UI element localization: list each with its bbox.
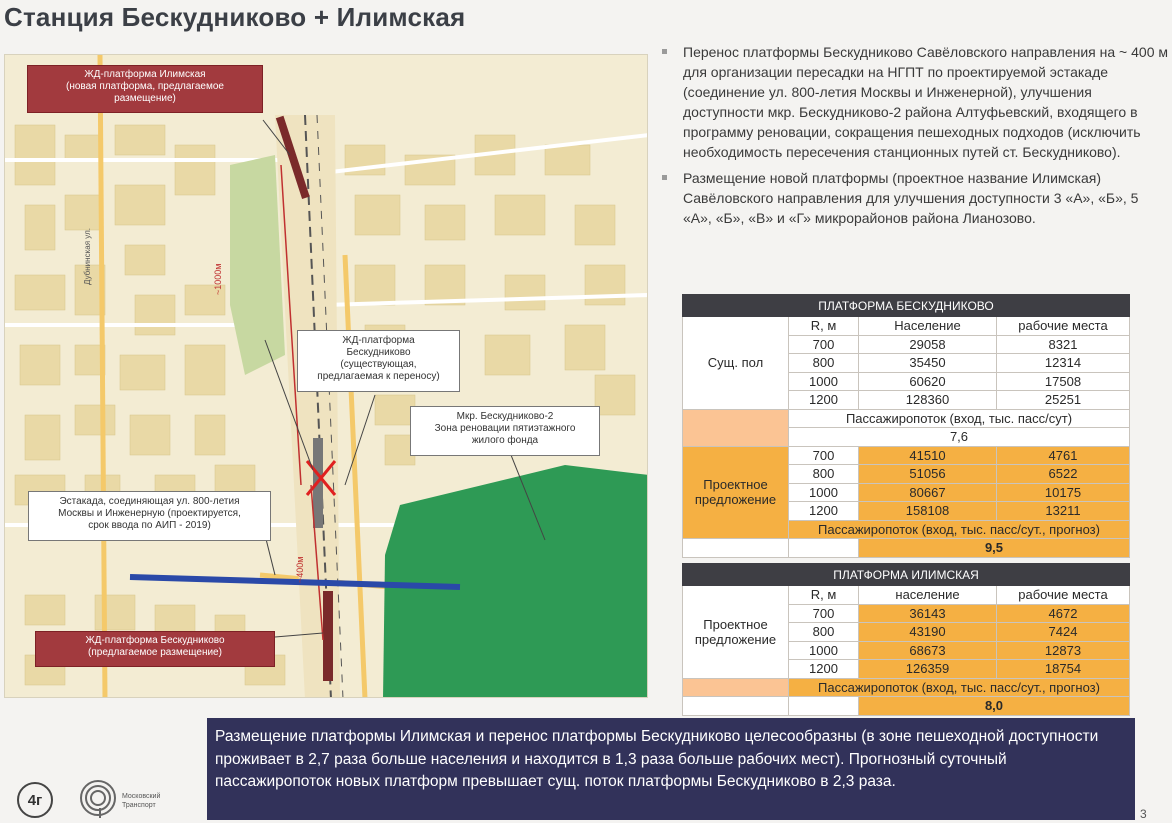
- street-label: Дубнинская ул.: [83, 228, 92, 285]
- page-number: 3: [1140, 807, 1147, 821]
- table-header: ПЛАТФОРМА ИЛИМСКАЯ: [683, 564, 1130, 586]
- row-label-proposal: Проектное предложение: [683, 586, 789, 679]
- cell-population: 128360: [859, 391, 997, 410]
- cell-population: 126359: [859, 660, 997, 679]
- cell-r: 1000: [789, 641, 859, 660]
- callout-zone-text: Мкр. Бескудниково-2 Зона реновации пятиэтажного жилого фонда: [434, 411, 576, 446]
- map: [4, 54, 648, 698]
- callout-renovation-zone: [410, 406, 600, 456]
- bullet-item: Размещение новой платформы (проектное название Илимская) Савёловского направления для улучшения доступности 3 «А», «Б», 5 «А», «Б», «В» и «Г» микрорайонов района Лианозово.: [662, 168, 1168, 228]
- cell-r: 800: [789, 623, 859, 642]
- callout-overpass: [28, 491, 271, 541]
- table-header: ПЛАТФОРМА БЕСКУДНИКОВО: [683, 295, 1130, 317]
- cell-r: 1200: [789, 391, 859, 410]
- spacer-cell: [683, 697, 789, 716]
- column-header: R, м: [789, 586, 859, 605]
- transport-brand-name: Московский Транспорт: [122, 793, 161, 809]
- cell-population: 36143: [859, 604, 997, 623]
- cell-population: 158108: [859, 502, 997, 521]
- cell-population: 41510: [859, 446, 997, 465]
- page-title: Станция Бескудниково + Илимская: [4, 2, 466, 32]
- cell-population: 43190: [859, 623, 997, 642]
- cell-r: 700: [789, 335, 859, 354]
- cell-population: 35450: [859, 354, 997, 373]
- cell-jobs: 4672: [997, 604, 1130, 623]
- cell-r: 1000: [789, 483, 859, 502]
- column-header: население: [859, 586, 997, 605]
- spacer-cell: [683, 539, 789, 558]
- cell-jobs: 8321: [997, 335, 1130, 354]
- row-label-proposal: Проектное предложение: [683, 446, 789, 539]
- callout-existing-platform: [297, 330, 460, 392]
- spacer-cell: [683, 678, 789, 697]
- cell-population: 80667: [859, 483, 997, 502]
- cell-r: 800: [789, 354, 859, 373]
- cell-jobs: 4761: [997, 446, 1130, 465]
- moscow-transport-logo-icon: [78, 778, 118, 818]
- passenger-flow-label: Пассажиропоток (вход, тыс. пасс/сут., прогноз): [789, 520, 1130, 539]
- cell-jobs: 25251: [997, 391, 1130, 410]
- cell-r: 700: [789, 604, 859, 623]
- bullet-list: [662, 42, 1168, 234]
- column-header: R, м: [789, 317, 859, 336]
- callout-beskud-new-text: ЖД-платформа Бескудниково (предлагаемое размещение): [85, 635, 225, 658]
- spacer-cell: [683, 409, 789, 446]
- cell-jobs: 12873: [997, 641, 1130, 660]
- cell-jobs: 7424: [997, 623, 1130, 642]
- passenger-flow-value: 9,5: [859, 539, 1130, 558]
- cell-r: 700: [789, 446, 859, 465]
- callout-beskudnikovo-new: [35, 631, 275, 667]
- passenger-flow-value: 7,6: [789, 428, 1130, 447]
- callout-existing-text: ЖД-платформа Бескудниково (существующая, предлагаемая к переносу): [317, 335, 440, 382]
- cell-r: 800: [789, 465, 859, 484]
- column-header: Население: [859, 317, 997, 336]
- cell-population: 68673: [859, 641, 997, 660]
- cell-population: 60620: [859, 372, 997, 391]
- cell-population: 51056: [859, 465, 997, 484]
- cell-r: 1000: [789, 372, 859, 391]
- cell-jobs: 17508: [997, 372, 1130, 391]
- cell-jobs: 13211: [997, 502, 1130, 521]
- column-header: рабочие места: [997, 586, 1130, 605]
- passenger-flow-label: Пассажиропоток (вход, тыс. пасс/сут): [789, 409, 1130, 428]
- passenger-flow-value: 8,0: [859, 697, 1130, 716]
- cell-r: 1200: [789, 660, 859, 679]
- distance-400-label: ~400м: [295, 556, 305, 583]
- cell-jobs: 10175: [997, 483, 1130, 502]
- summary-box: Размещение платформы Илимская и перенос платформы Бескудниково целесообразны (в зоне пешеходной доступности проживает в 2,7 раза больше населения и находится в 1,3 раза больше рабочих мест). Прогнозный суточный пассажиропоток новых платформ превышает сущ. поток платформы Бескудниково в 2,3 раза.: [207, 718, 1135, 820]
- passenger-flow-label: Пассажиропоток (вход, тыс. пасс/сут., прогноз): [789, 678, 1130, 697]
- metro-logo-icon: 4г: [17, 782, 53, 818]
- callout-overpass-text: Эстакада, соединяющая ул. 800-летия Москвы и Инженерную (проектируется, срок ввода по АИП - 2019): [58, 496, 241, 531]
- distance-1000-label: ~1000м: [213, 263, 223, 295]
- callout-ilimskaya-text: ЖД-платформа Илимская (новая платформа, предлагаемое размещение): [66, 69, 224, 104]
- cell-jobs: 12314: [997, 354, 1130, 373]
- callout-ilimskaya-platform: [27, 65, 263, 113]
- cell-jobs: 18754: [997, 660, 1130, 679]
- spacer-cell: [789, 539, 859, 558]
- table-ilimskaya: [682, 563, 1130, 716]
- cell-population: 29058: [859, 335, 997, 354]
- spacer-cell: [789, 697, 859, 716]
- table-beskudnikovo: [682, 294, 1130, 558]
- column-header: рабочие места: [997, 317, 1130, 336]
- cell-r: 1200: [789, 502, 859, 521]
- bullet-item: Перенос платформы Бескудниково Савёловского направления на ~ 400 м для организации пересадки на НГПТ по проектируемой эстакаде (соединение ул. 800-летия Москвы и Инженерной), улучшения доступности мкр. Бескудниково-2 района Алтуфьевский, входящего в программу реновации, сокращения пешеходных подходов (исключить необходимость пересечения станционных путей ст. Бескудниково).: [662, 42, 1168, 162]
- cell-jobs: 6522: [997, 465, 1130, 484]
- row-label-existing: Сущ. пол: [683, 317, 789, 410]
